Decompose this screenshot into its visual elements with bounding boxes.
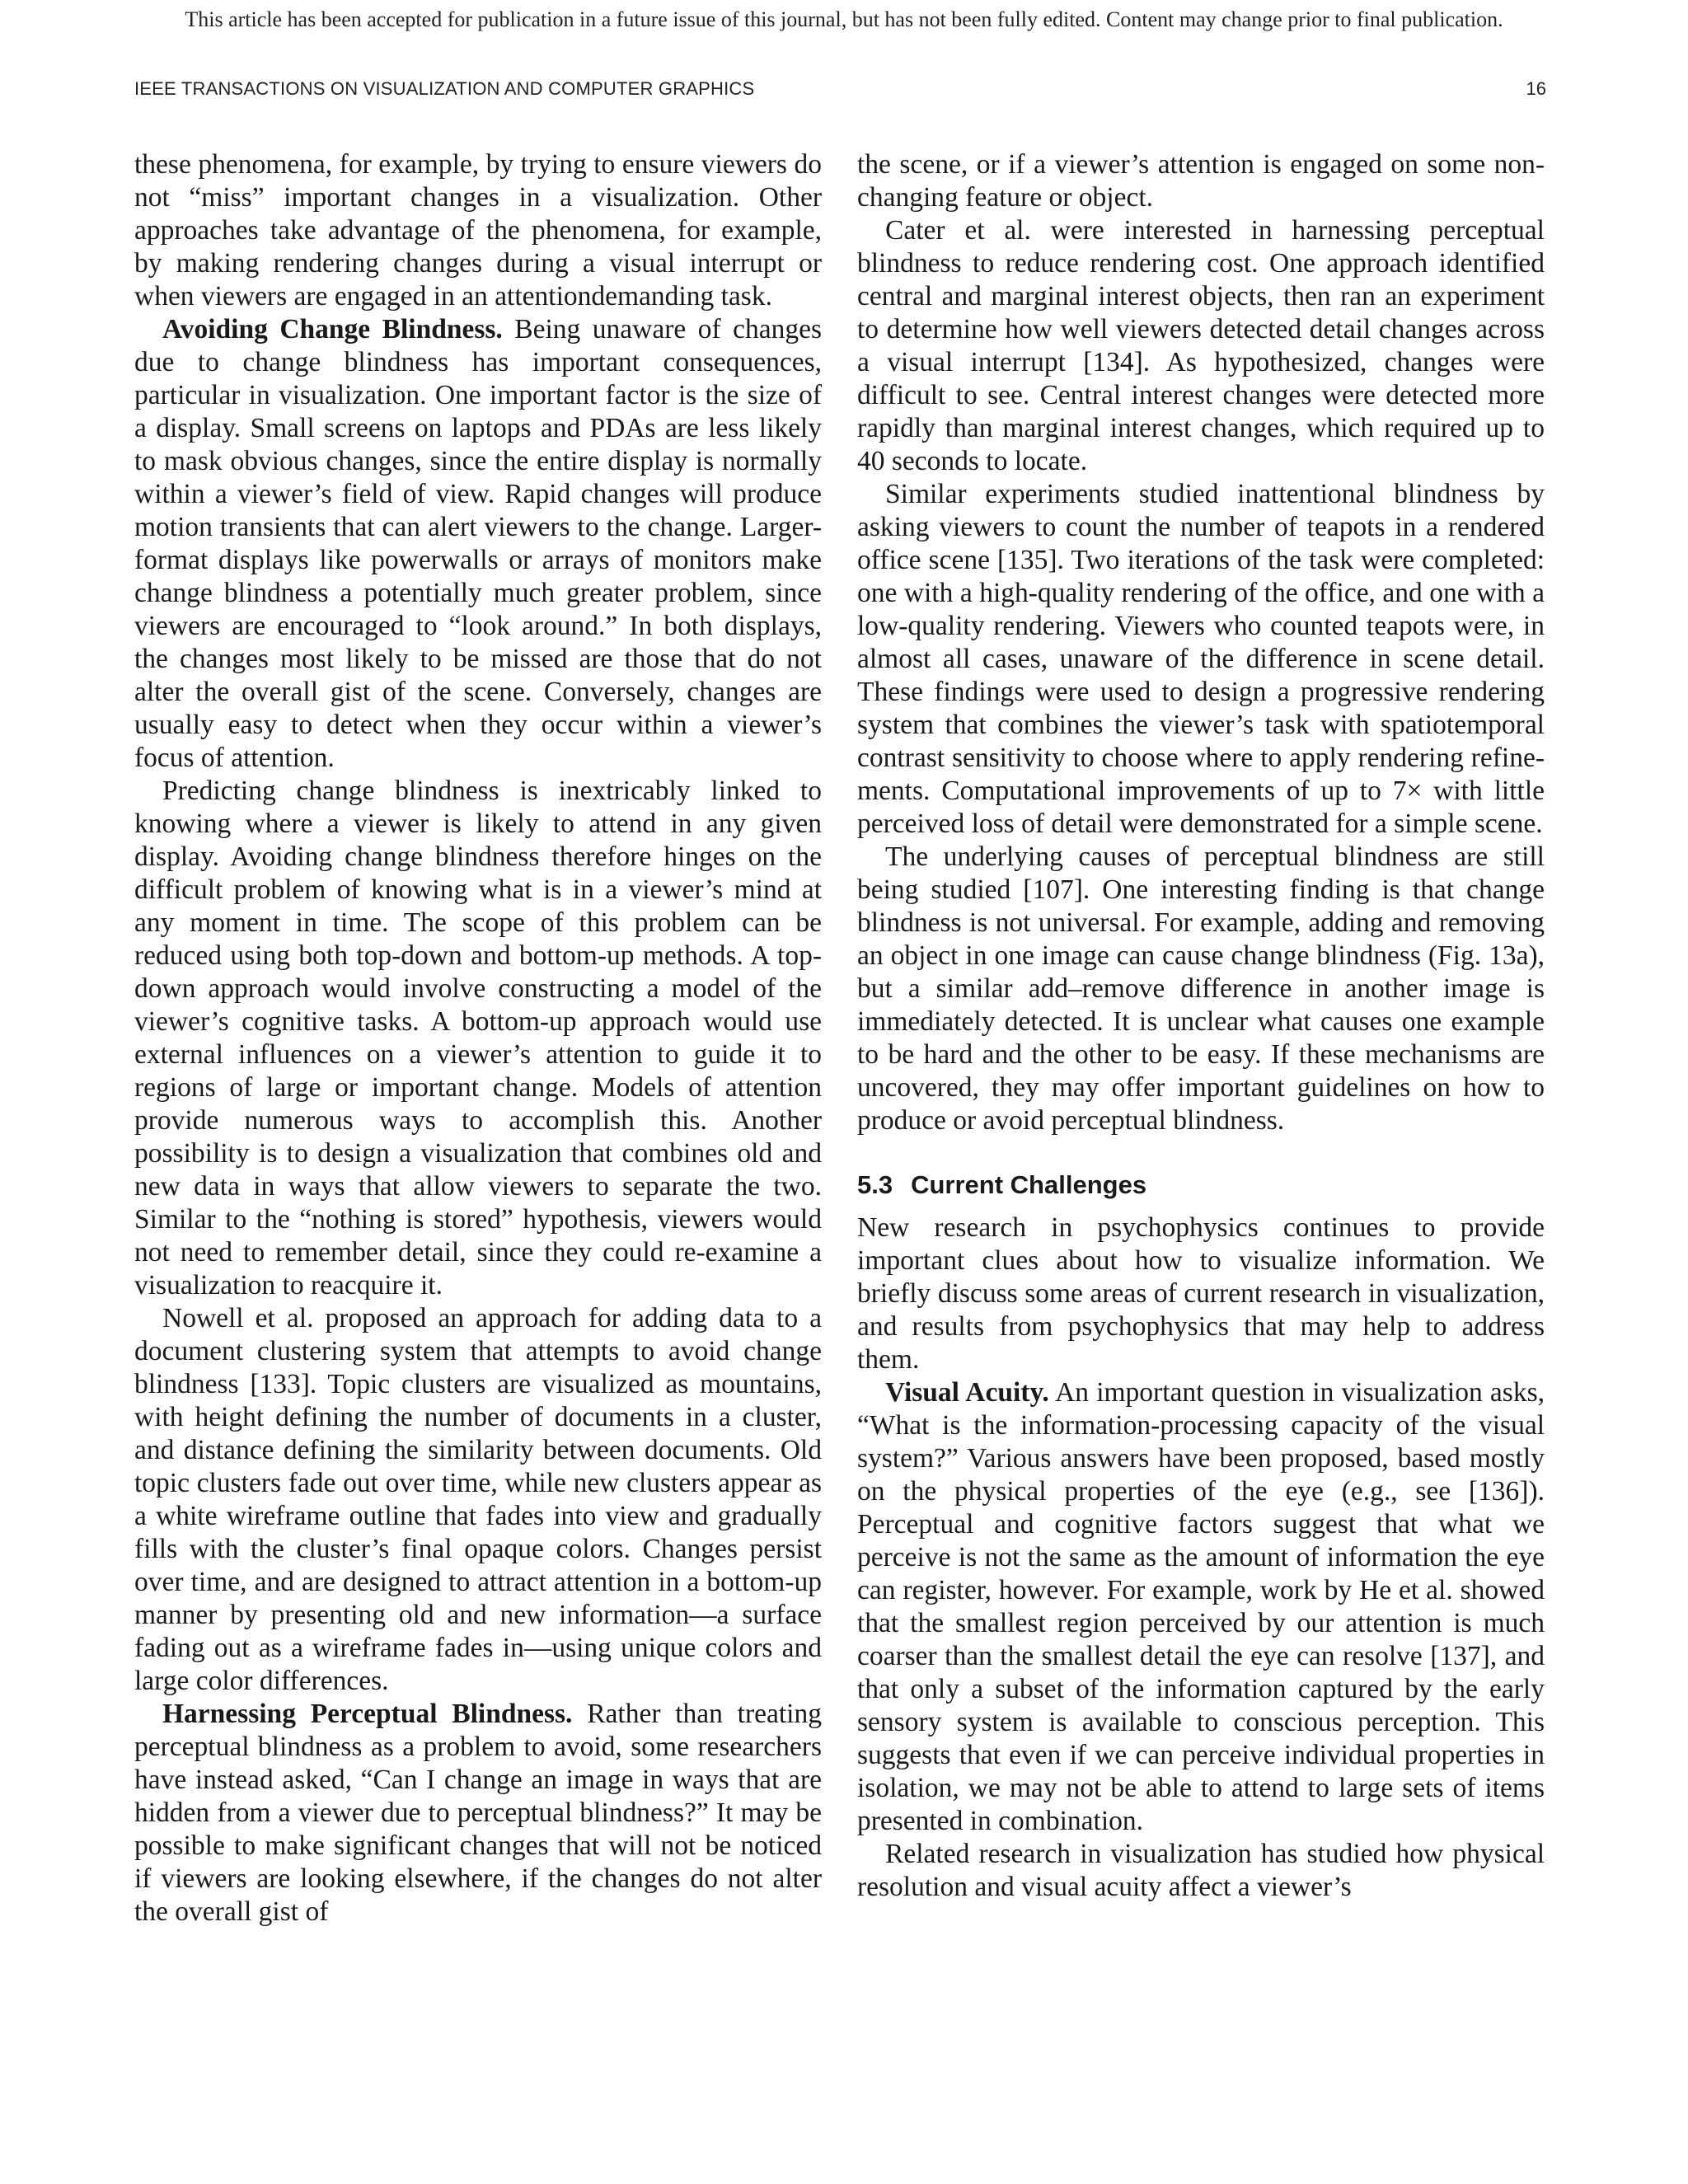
left-paragraph-3: Predicting change blindness is inextricably linked to knowing where a viewer is likely to attend in any given display. Avoiding change blindness therefore hinges on the difficult problem of knowing what is in a viewer’s mind at any moment in time. The scope of this problem can be reduced using both top-down and bottom-up methods. A top-down approach would involve constructing a model of the viewer’s cognitive tasks. A bottom-up approach would use external influences on a viewer’s attention to guide it to regions of large or important change. Models of attention provide numerous ways to accomplish this. Another possibility is to design a visualization that combines old and new data in ways that allow viewers to separate the two. Similar to the “nothing is stored” hypothesis, viewers would not need to remember detail, since they could re-examine a visualization to reacquire it.: [134, 776, 822, 1301]
paragraph-body: Being unaware of changes due to change blindness has important consequences, particular in visualization. One important factor is the size of a display. Small screens on laptops and PDAs are less likely to mask obvious changes, since the entire display is normally within a viewer’s field of view. Rapid changes will produce motion transients that can alert viewers to the change. Larger-format displays like powerwalls or arrays of monitors make change blindness a potentially much greater problem, since viewers are encouraged to “look around.” In both displays, the changes most likely to be missed are those that do not alter the overall gist of the scene. Conversely, changes are usually easy to detect when they occur within a viewer’s focus of attention.: [134, 314, 822, 773]
section-heading-current-challenges: [857, 1169, 1545, 1202]
section-number: 5.3: [857, 1170, 893, 1199]
right-paragraph-2: Cater et al. were interested in harnessing perceptual blindness to reduce rendering cost. One approach identified central and marginal interest objects, then ran an experiment to determine how well viewers detected detail changes across a visual interrupt [134]. As hypothesized, changes were difficult to see. Central interest changes were detected more rapidly than marginal interest changes, which required up to 40 seconds to locate.: [857, 215, 1545, 476]
left-paragraph-1: these phenomena, for example, by trying to ensure viewers do not “miss” important changes in a visualization. Other approaches take advantage of the phenomena, for example, by making rendering changes during a visual interrupt or when viewers are engaged in an attentiondemanding task.: [134, 149, 822, 312]
prepublication-notice: This article has been accepted for publication in a future issue of this journal, but has not been fully edited. Content may change prior to final publication.: [185, 7, 1503, 31]
paragraph-body: Rather than treating perceptual blindness as a problem to avoid, some researchers have instead asked, “Can I change an image in ways that are hidden from a viewer due to perceptual blindness?” It may be possible to make significant changes that will not be noticed if viewers are looking elsewhere, if the changes do not alter the overall gist of: [134, 1699, 822, 1927]
paragraph-body: An important question in visualization asks, “What is the information-processing capacity of the visual system?” Various answers have been proposed, based mostly on the physical properties of the eye (e.g., see [136]). Perceptual and cognitive factors suggest that what we perceive is not the same as the amount of information the eye can register, however. For example, work by He et al. showed that the smallest region perceived by our attention is much coarser than the smallest detail the eye can resolve [137], and that only a subset of the information captured by the early sensory system is available to conscious perception. This suggests that even if we can perceive individual properties in isolation, we may not be able to attend to large sets of items presented in combination.: [857, 1377, 1545, 1836]
right-paragraph-visual-acuity: [857, 1376, 1545, 1838]
left-column: [134, 148, 822, 1929]
left-paragraph-4: Nowell et al. proposed an approach for adding data to a document clustering system that attempts to avoid change blindness [133]. Topic clusters are visualized as mountains, with height defining the number of documents in a cluster, and distance defining the similarity between documents. Old topic clusters fade out over time, while new clusters appear as a white wireframe outline that fades into view and gradually fills with the cluster’s final opaque colors. Changes persist over time, and are designed to attract attention in a bottom-up manner by presenting old and new information—a surface fading out as a wireframe fades in—using unique colors and large color differences.: [134, 1303, 822, 1696]
right-paragraph-1: the scene, or if a viewer’s attention is engaged on some non-changing feature or object.: [857, 149, 1545, 213]
right-paragraph-4: The underlying causes of perceptual blindness are still being studied [107]. One interesting finding is that change blindness is not universal. For example, adding and removing an object in one image can cause change blindness (Fig. 13a), but a similar add–remove difference in another image is immediately detected. It is unclear what causes one example to be hard and the other to be easy. If these mechanisms are uncovered, they may offer important guidelines on how to produce or avoid perceptual blindness.: [857, 841, 1545, 1136]
right-paragraph-7: Related research in visualization has studied how physical resolution and visual acuity affect a viewer’s: [857, 1839, 1545, 1902]
runin-heading-harnessing-perceptual-blindness: Harnessing Perceptual Blindness.: [162, 1699, 573, 1729]
runin-heading-visual-acuity: Visual Acuity.: [885, 1377, 1049, 1408]
right-paragraph-5: New research in psychophysics continues to provide important clues about how to visualize information. We briefly discuss some areas of current research in visualization, and results from psychophysics that may help to address them.: [857, 1212, 1545, 1375]
left-paragraph-avoiding-change-blindness: [134, 313, 822, 775]
runin-heading-avoiding-change-blindness: Avoiding Change Blindness.: [162, 314, 503, 344]
section-title: Current Challenges: [911, 1170, 1147, 1199]
left-paragraph-harnessing-perceptual-blindness: [134, 1698, 822, 1929]
right-paragraph-3: Similar experiments studied inattentional blindness by asking viewers to count the number of teapots in a rendered office scene [135]. Two iterations of the task were completed: one with a high-quality rendering of the office, and one with a low-quality rendering. Viewers who counted teapots were, in almost all cases, unaware of the difference in scene detail. These findings were used to design a progressive rendering system that combines the viewer’s task with spatiotemporal contrast sensitivity to choose where to apply rendering refinements. Computational improvements of up to 7× with little perceived loss of detail were demonstrated for a simple scene.: [857, 479, 1545, 839]
right-column: [857, 148, 1545, 1904]
page-number: 16: [1526, 78, 1546, 99]
journal-running-head: IEEE TRANSACTIONS ON VISUALIZATION AND COMPUTER GRAPHICS: [134, 78, 755, 99]
